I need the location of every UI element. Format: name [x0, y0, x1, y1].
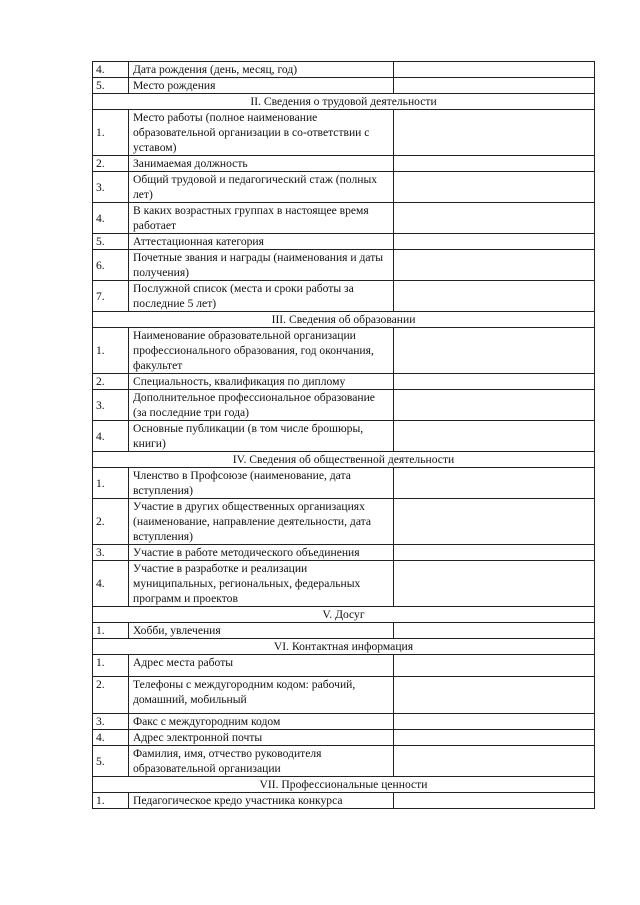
row-number: 6. — [93, 250, 129, 281]
row-number: 5. — [93, 234, 129, 250]
table-row — [93, 545, 595, 561]
table-row — [93, 110, 595, 156]
row-number: 2. — [93, 677, 129, 714]
row-label: Место работы (полное наименование образовательной организации в со-ответствии с уставом) — [129, 110, 394, 156]
answer-cell[interactable] — [394, 172, 595, 203]
answer-cell[interactable] — [394, 156, 595, 172]
answer-cell[interactable] — [394, 390, 595, 421]
answer-cell[interactable] — [394, 281, 595, 312]
answer-cell[interactable] — [394, 374, 595, 390]
table-row — [93, 714, 595, 730]
row-label: Дата рождения (день, месяц, год) — [129, 62, 394, 78]
table-row — [93, 499, 595, 545]
answer-cell[interactable] — [394, 499, 595, 545]
section-header-row — [93, 94, 595, 110]
questionnaire-table-body — [93, 62, 595, 809]
row-number: 2. — [93, 374, 129, 390]
row-number: 4. — [93, 62, 129, 78]
table-row — [93, 561, 595, 607]
row-label: Аттестационная категория — [129, 234, 394, 250]
table-row — [93, 390, 595, 421]
row-label: Место рождения — [129, 78, 394, 94]
section-header-row — [93, 777, 595, 793]
answer-cell[interactable] — [394, 561, 595, 607]
row-number: 1. — [93, 793, 129, 809]
table-row — [93, 623, 595, 639]
row-number: 1. — [93, 655, 129, 677]
row-label: Специальность, квалификация по диплому — [129, 374, 394, 390]
row-number: 5. — [93, 746, 129, 777]
row-number: 7. — [93, 281, 129, 312]
answer-cell[interactable] — [394, 78, 595, 94]
table-row — [93, 730, 595, 746]
row-label: Послужной список (места и сроки работы за последние 5 лет) — [129, 281, 394, 312]
table-row — [93, 793, 595, 809]
table-row — [93, 234, 595, 250]
section-header-row — [93, 639, 595, 655]
section-title: II. Сведения о трудовой деятельности — [93, 94, 595, 110]
table-row — [93, 172, 595, 203]
row-label: Участие в других общественных организациях (наименование, направление деятельности, дата вступления) — [129, 499, 394, 545]
answer-cell[interactable] — [394, 677, 595, 714]
row-label: Адрес электронной почты — [129, 730, 394, 746]
row-number: 1. — [93, 110, 129, 156]
answer-cell[interactable] — [394, 328, 595, 374]
answer-cell[interactable] — [394, 250, 595, 281]
row-label: Адрес места работы — [129, 655, 394, 677]
answer-cell[interactable] — [394, 545, 595, 561]
row-number: 2. — [93, 156, 129, 172]
answer-cell[interactable] — [394, 623, 595, 639]
row-label: Занимаемая должность — [129, 156, 394, 172]
table-row — [93, 421, 595, 452]
table-row — [93, 328, 595, 374]
answer-cell[interactable] — [394, 203, 595, 234]
section-header-row — [93, 607, 595, 623]
table-row — [93, 78, 595, 94]
section-title: III. Сведения об образовании — [93, 312, 595, 328]
answer-cell[interactable] — [394, 110, 595, 156]
row-label: Педагогическое кредо участника конкурса — [129, 793, 394, 809]
section-header-row — [93, 312, 595, 328]
section-title: VI. Контактная информация — [93, 639, 595, 655]
section-title: IV. Сведения об общественной деятельности — [93, 452, 595, 468]
row-number: 4. — [93, 203, 129, 234]
row-label: Участие в работе методического объединения — [129, 545, 394, 561]
row-number: 3. — [93, 390, 129, 421]
table-row — [93, 62, 595, 78]
answer-cell[interactable] — [394, 746, 595, 777]
questionnaire-table — [92, 61, 595, 809]
answer-cell[interactable] — [394, 234, 595, 250]
row-label: Факс с междугородним кодом — [129, 714, 394, 730]
row-label: Почетные звания и награды (наименования и даты получения) — [129, 250, 394, 281]
row-label: Основные публикации (в том числе брошюры, книги) — [129, 421, 394, 452]
table-row — [93, 655, 595, 677]
row-number: 5. — [93, 78, 129, 94]
table-row — [93, 156, 595, 172]
answer-cell[interactable] — [394, 714, 595, 730]
row-number: 2. — [93, 499, 129, 545]
answer-cell[interactable] — [394, 655, 595, 677]
table-row — [93, 203, 595, 234]
table-row — [93, 468, 595, 499]
table-row — [93, 677, 595, 714]
row-label: Участие в разработке и реализации муниципальных, региональных, федеральных программ и проектов — [129, 561, 394, 607]
row-label: В каких возрастных группах в настоящее время работает — [129, 203, 394, 234]
row-number: 3. — [93, 172, 129, 203]
table-row — [93, 250, 595, 281]
row-number: 1. — [93, 623, 129, 639]
row-label: Общий трудовой и педагогический стаж (полных лет) — [129, 172, 394, 203]
row-label: Хобби, увлечения — [129, 623, 394, 639]
row-number: 4. — [93, 561, 129, 607]
row-number: 1. — [93, 328, 129, 374]
row-label: Телефоны с междугородним кодом: рабочий, домашний, мобильный — [129, 677, 394, 714]
answer-cell[interactable] — [394, 730, 595, 746]
table-row — [93, 281, 595, 312]
answer-cell[interactable] — [394, 793, 595, 809]
answer-cell[interactable] — [394, 62, 595, 78]
section-header-row — [93, 452, 595, 468]
table-row — [93, 746, 595, 777]
row-label: Дополнительное профессиональное образование (за последние три года) — [129, 390, 394, 421]
table-row — [93, 374, 595, 390]
answer-cell[interactable] — [394, 468, 595, 499]
answer-cell[interactable] — [394, 421, 595, 452]
row-label: Наименование образовательной организации профессионального образования, год окончания, факультет — [129, 328, 394, 374]
row-number: 3. — [93, 545, 129, 561]
row-number: 3. — [93, 714, 129, 730]
row-label: Членство в Профсоюзе (наименование, дата вступления) — [129, 468, 394, 499]
row-label: Фамилия, имя, отчество руководителя образовательной организации — [129, 746, 394, 777]
questionnaire-page — [92, 61, 595, 809]
row-number: 1. — [93, 468, 129, 499]
row-number: 4. — [93, 730, 129, 746]
section-title: VII. Профессиональные ценности — [93, 777, 595, 793]
section-title: V. Досуг — [93, 607, 595, 623]
row-number: 4. — [93, 421, 129, 452]
